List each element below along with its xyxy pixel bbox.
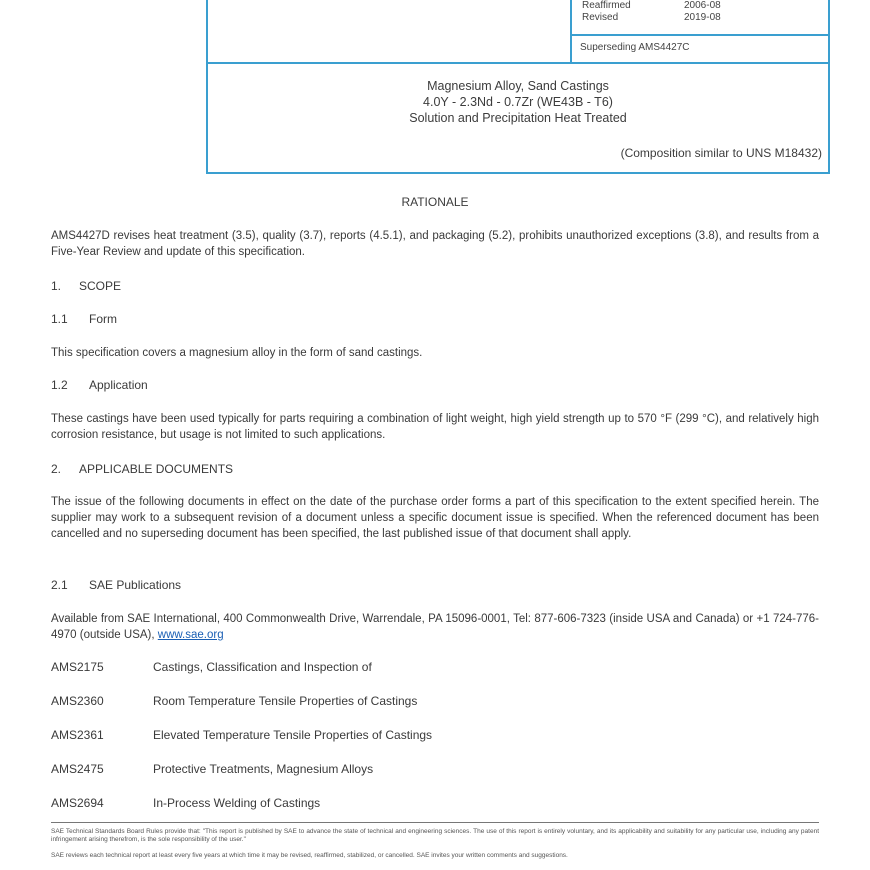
section-2-number: 2. xyxy=(51,462,62,476)
title-line-2: 4.0Y - 2.3Nd - 0.7Zr (WE43B - T6) xyxy=(423,95,613,109)
reference-title: Protective Treatments, Magnesium Alloys xyxy=(153,762,374,776)
composition-note: (Composition similar to UNS M18432) xyxy=(620,146,822,160)
section-1-1-title: Form xyxy=(89,312,117,326)
reaffirmed-label: Reaffirmed xyxy=(582,0,631,11)
footer-line-2: SAE reviews each technical report at least every five years at which time it may be revised, reaffirmed, stabilized, or cancelled. SAE invites your written comments and suggestions. xyxy=(51,852,568,859)
header-logo-cell xyxy=(208,0,572,64)
section-2-1-text xyxy=(51,611,819,643)
section-1-2-text: These castings have been used typically for parts requiring a combination of light weight, high yield strength up to 570 °F (299 °C), and relatively high corrosion resistance, but usage is not limited to such applications. xyxy=(51,413,819,441)
reference-code: AMS2475 xyxy=(51,762,104,776)
section-1-heading xyxy=(51,279,121,293)
title-line-1: Magnesium Alloy, Sand Castings xyxy=(427,79,609,93)
reference-code: AMS2360 xyxy=(51,694,104,708)
reference-title: Room Temperature Tensile Properties of Castings xyxy=(153,694,418,708)
revised-label: Revised xyxy=(582,12,619,23)
reference-title: Castings, Classification and Inspection of xyxy=(153,660,372,674)
reaffirmed-date: 2006-08 xyxy=(684,0,721,11)
reference-row xyxy=(51,728,432,742)
section-2-1-title: SAE Publications xyxy=(89,578,182,592)
footer-divider xyxy=(51,822,819,823)
section-1-2-title: Application xyxy=(89,378,148,392)
footer-line-1: SAE Technical Standards Board Rules provide that: "This report is published by SAE to advance the state of technical and engineering sciences. The use of this report is entirely voluntary, and its applicability and suitability for any particular use, including any patent infringement arising therefrom, is the sole responsibility of the user." xyxy=(51,828,819,843)
section-2-heading xyxy=(51,462,233,476)
reference-code: AMS2175 xyxy=(51,660,104,674)
reference-row xyxy=(51,660,372,674)
section-1-2-heading xyxy=(51,378,148,392)
document-title xyxy=(208,78,828,126)
reference-row xyxy=(51,796,320,810)
section-1-2-number: 1.2 xyxy=(51,378,68,392)
section-2-title: APPLICABLE DOCUMENTS xyxy=(79,462,234,476)
reaffirmed-row xyxy=(582,0,721,12)
sae-website-link[interactable]: www.sae.org xyxy=(157,629,224,641)
reference-row xyxy=(51,694,417,708)
reference-code: AMS2694 xyxy=(51,796,104,810)
document-header-box xyxy=(206,0,830,174)
reference-title: In-Process Welding of Castings xyxy=(153,796,321,810)
title-line-3: Solution and Precipitation Heat Treated xyxy=(409,111,627,125)
section-1-1-text: This specification covers a magnesium alloy in the form of sand castings. xyxy=(51,347,423,359)
revised-row xyxy=(582,12,721,24)
section-1-1-number: 1.1 xyxy=(51,312,68,326)
header-dates-cell xyxy=(572,0,828,64)
sae-availability-text: Available from SAE International, 400 Commonwealth Drive, Warrendale, PA 15096-0001, Tel: 877-606-7323 (inside USA and Canada) or +1 724-776-4970 (outside USA), xyxy=(51,613,819,641)
rationale-text: AMS4427D revises heat treatment (3.5), quality (3.7), reports (4.5.1), and packaging (5.2), prohibits unauthorized exceptions (3.8), and results from a Five-Year Review and update of this specification. xyxy=(51,230,819,258)
section-2-1-number: 2.1 xyxy=(51,578,68,592)
section-2-text: The issue of the following documents in effect on the date of the purchase order forms a part of this specification to the extent specified herein. The supplier may work to a subsequent revision of a document unless a specific document issue is specified. When the referenced document has been cancelled and no superseding document has been specified, the last published issue of that document shall apply. xyxy=(51,496,819,540)
section-1-title: SCOPE xyxy=(79,279,122,293)
reference-code: AMS2361 xyxy=(51,728,104,742)
reference-title: Elevated Temperature Tensile Properties of Castings xyxy=(153,728,433,742)
reference-row xyxy=(51,762,373,776)
revised-date: 2019-08 xyxy=(684,12,721,23)
superseding-text: Superseding AMS4427C xyxy=(580,42,690,53)
section-1-number: 1. xyxy=(51,279,62,293)
section-1-1-heading xyxy=(51,312,117,326)
header-dates xyxy=(572,0,828,36)
rationale-title: RATIONALE xyxy=(401,195,469,209)
section-2-1-heading xyxy=(51,578,181,592)
